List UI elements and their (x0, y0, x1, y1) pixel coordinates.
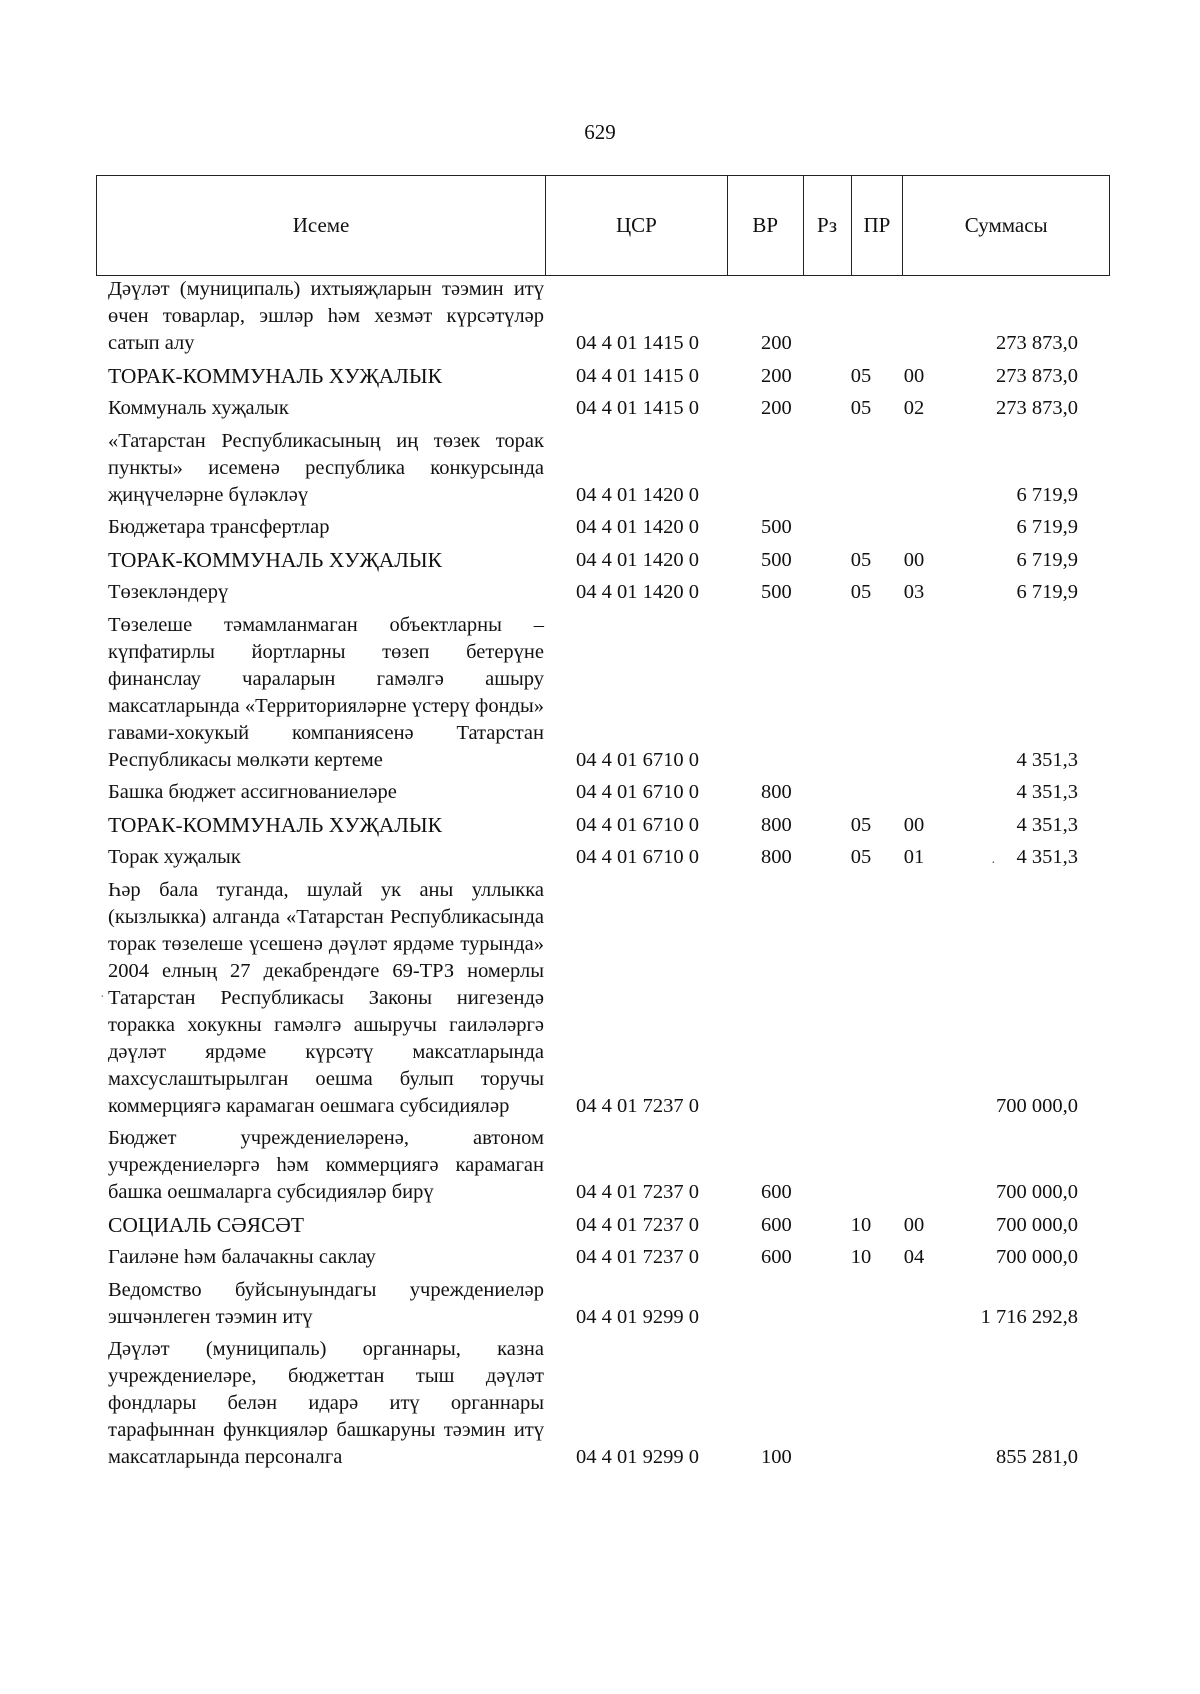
row-sum: 4 351,3 (1016, 813, 1078, 836)
row-name: Дәүләт (муниципаль) органнары, казна учреждениеләре, бюджеттан тыш дәүләт фондлары белән идарә итү органнары тарафыннан функцияләр башкаруны тәэмин итү максатларында персоналга (108, 1338, 544, 1468)
row-sum: 700 000,0 (996, 1246, 1078, 1268)
row-vr: 500 (761, 516, 792, 538)
row-rz: 05 (850, 397, 872, 419)
row-rz: 05 (850, 581, 872, 603)
row-sum: 855 281,0 (996, 1446, 1078, 1468)
table-row (0, 1125, 1200, 1206)
table-row (0, 812, 1200, 839)
row-name: ТОРАК-КОММУНАЛЬ ХУҖАЛЫК (108, 363, 442, 388)
row-csr: 04 4 01 7237 0 (576, 1213, 699, 1236)
table-row (0, 844, 1200, 871)
scan-speck: · (991, 856, 996, 871)
row-csr: 04 4 01 6710 0 (576, 781, 699, 803)
row-rz: 05 (850, 548, 872, 571)
row-pr: 02 (903, 397, 925, 419)
row-sum: 6 719,9 (1016, 483, 1078, 506)
row-vr: 800 (761, 813, 792, 836)
row-csr: 04 4 01 7237 0 (576, 1181, 699, 1203)
header-rz: Рз (804, 176, 852, 275)
table-row (0, 612, 1200, 774)
row-name: Бюджет учреждениеләренә, автоном учреждениеләргә һәм коммерциягә карамаган башка оешмаларга субсидияләр бирү (108, 1127, 544, 1203)
row-csr: 04 4 01 1420 0 (576, 581, 699, 603)
row-sum: 700 000,0 (996, 1213, 1078, 1236)
table-row (0, 276, 1200, 357)
table-row (0, 579, 1200, 606)
row-name: Һәр бала туганда, шулай ук аны уллыкка (кызлыкка) алганда «Татарстан Республикасында торак төзелеше үсешенә дәүләт ярдәме турында» 2004 елның 27 декабрендәге 69-ТРЗ номерлы Татарстан Республикасы Законы нигезендә торакка хокукны гамәлгә ашыручы гаиләләргә дәүләт ярдәме күрсәтү максатларында махсуслаштырылган оешма булып торучы коммерциягә карамаган оешмага субсидияләр (108, 878, 544, 1117)
row-vr: 800 (761, 846, 792, 868)
row-rz: 05 (850, 846, 872, 868)
row-sum: 4 351,3 (1016, 781, 1078, 803)
row-sum: 4 351,3 (1016, 748, 1078, 771)
row-rz: 05 (850, 364, 872, 387)
row-name: Төзекләндерү (108, 581, 229, 603)
table-row (0, 877, 1200, 1120)
table-body (0, 276, 1200, 1477)
row-sum: 700 000,0 (996, 1181, 1078, 1203)
table-row (0, 514, 1200, 541)
row-pr: 00 (903, 548, 925, 571)
header-name: Исеме (97, 176, 546, 275)
row-sum: 6 719,9 (1016, 581, 1078, 603)
row-vr: 100 (761, 1446, 792, 1468)
row-name: Ведомство буйсынуындагы учреждениеләр эшчәнлеген тәэмин итү (108, 1278, 544, 1328)
table-row (0, 1277, 1200, 1331)
row-vr: 200 (761, 332, 792, 354)
row-csr: 04 4 01 1415 0 (576, 397, 699, 419)
row-name: ТОРАК-КОММУНАЛЬ ХУҖАЛЫК (108, 547, 442, 572)
row-sum: 700 000,0 (996, 1094, 1078, 1117)
header-vr: ВР (728, 176, 804, 275)
row-sum: 273 873,0 (996, 332, 1078, 354)
table-row (0, 395, 1200, 422)
table-row (0, 1336, 1200, 1471)
row-sum: 1 716 292,8 (980, 1305, 1078, 1328)
table-header (96, 175, 1110, 276)
row-sum: 4 351,3 (1016, 846, 1078, 868)
row-name: Гаиләне һәм балачакны саклау (108, 1246, 376, 1268)
table-row (0, 1244, 1200, 1271)
row-csr: 04 4 01 6710 0 (576, 813, 699, 836)
row-vr: 600 (761, 1246, 792, 1268)
row-vr: 600 (761, 1213, 792, 1236)
row-pr: 03 (903, 581, 925, 603)
table-row (0, 547, 1200, 574)
row-name: Коммуналь хуҗалык (108, 397, 289, 419)
row-sum: 273 873,0 (996, 397, 1078, 419)
row-vr: 800 (761, 781, 792, 803)
row-name: Торак хуҗалык (108, 846, 241, 868)
row-name: Төзелеше тәмамланмаган объектларны – күпфатирлы йортларны төзеп бетерүне финанслау чараларын гамәлгә ашыру максатларында «Территорияләрне үстерү фонды» гавами-хокукый компаниясенә Татарстан Республикасы мөлкәти кертеме (108, 613, 544, 771)
table-row (0, 428, 1200, 509)
table-row (0, 1212, 1200, 1239)
row-vr: 200 (761, 364, 792, 387)
scan-speck: · (100, 990, 105, 1005)
row-vr: 600 (761, 1181, 792, 1203)
row-sum: 6 719,9 (1016, 548, 1078, 571)
row-sum: 273 873,0 (996, 364, 1078, 387)
row-vr: 500 (761, 581, 792, 603)
row-csr: 04 4 01 1420 0 (576, 516, 699, 538)
row-pr: 00 (903, 1213, 925, 1236)
row-pr: 04 (903, 1246, 925, 1268)
header-sum: Суммасы (964, 213, 1048, 237)
row-vr: 200 (761, 397, 792, 419)
row-rz: 10 (850, 1246, 872, 1268)
row-rz: 10 (850, 1213, 872, 1236)
row-name: «Татарстан Республикасының иң төзек торак пункты» исеменә республика конкурсында җиңүчеләрне бүләкләү (108, 429, 544, 506)
row-name: Башка бюджет ассигнованиеләре (108, 781, 397, 803)
row-pr: 00 (903, 364, 925, 387)
header-csr: ЦСР (546, 176, 728, 275)
row-csr: 04 4 01 1420 0 (576, 483, 699, 506)
table-row (0, 779, 1200, 806)
row-csr: 04 4 01 1415 0 (576, 332, 699, 354)
row-csr: 04 4 01 9299 0 (576, 1446, 699, 1468)
row-name: Бюджетара трансфертлар (108, 516, 330, 538)
header-pr: ПР (852, 176, 904, 275)
row-csr: 04 4 01 7237 0 (576, 1094, 699, 1117)
row-rz: 05 (850, 813, 872, 836)
row-csr: 04 4 01 9299 0 (576, 1305, 699, 1328)
page-number: 629 (584, 120, 616, 144)
row-csr: 04 4 01 1420 0 (576, 548, 699, 571)
row-csr: 04 4 01 1415 0 (576, 364, 699, 387)
row-name: Дәүләт (муниципаль) ихтыяҗларын тәэмин итү өчен товарлар, эшләр һәм хезмәт күрсәтүләр сатып алу (108, 278, 544, 354)
row-csr: 04 4 01 6710 0 (576, 846, 699, 868)
row-pr: 01 (903, 846, 925, 868)
row-name: СОЦИАЛЬ СӘЯСӘТ (108, 1212, 304, 1237)
table-row (0, 363, 1200, 390)
row-csr: 04 4 01 6710 0 (576, 748, 699, 771)
row-pr: 00 (903, 813, 925, 836)
row-name: ТОРАК-КОММУНАЛЬ ХУҖАЛЫК (108, 812, 442, 837)
row-sum: 6 719,9 (1016, 516, 1078, 538)
row-csr: 04 4 01 7237 0 (576, 1246, 699, 1268)
row-vr: 500 (761, 548, 792, 571)
